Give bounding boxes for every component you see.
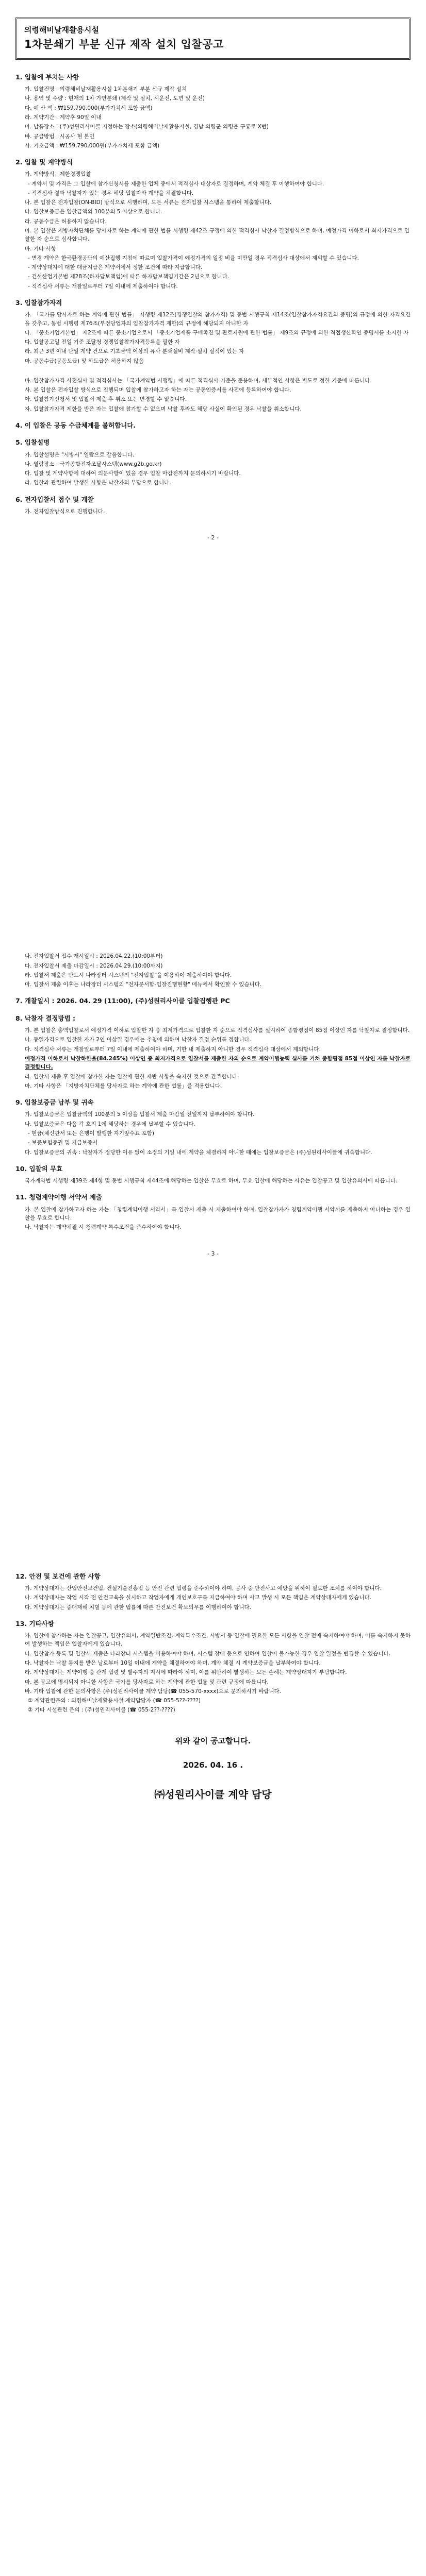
s8-para: 가. 본 입찰은 총액입찰로서 예정가격 이하로 입찰한 자 중 최저가격으로 입찰한 자 순으로 적격심사를 실시하여 종합평점이 85점 이상인 자를 낙찰자로 결정합니다.: [25, 1027, 410, 1034]
s2-item: 마. 본 입찰은 지방자치단체를 당사자로 하는 계약에 관한 법률 시행령 제42조 규정에 의한 적격심사 낙찰자 결정방식으로 하며, 예정가격 이하로서 최저가격으로 입찰한 자 순으로 심사합니다.: [25, 228, 410, 243]
s3-para: 마. 공동수급(공동도급) 및 하도급은 허용하지 않음: [25, 358, 144, 364]
s3-para: 자. 입찰참가자격 제한을 받은 자는 입찰에 참가할 수 없으며 낙찰 후라도 해당 사실이 확인된 경우 낙찰을 취소합니다.: [25, 405, 302, 412]
s2-detail: - 변경 계약은 한국환경공단의 예산집행 지침에 따르며 입찰가격이 예정가격의 일정 비율 미만일 경우 적격심사 대상에서 제외할 수 있습니다.: [28, 255, 359, 261]
s2-item: 라. 공동수급은 허용하지 않습니다.: [25, 218, 107, 225]
s10-para: 국가계약법 시행령 제39조 제4항 및 동법 시행규칙 제44조에 해당하는 입찰은 무효로 하며, 무효 입찰에 해당하는 사유는 입찰공고 및 입찰유의서에 따릅니다.: [25, 1178, 398, 1184]
s2-item: - 계약서 및 가격은 그 입찰에 참가신청서를 제출한 업체 중에서 적격심사 대상자로 결정하며, 계약 체결 후 이행하여야 합니다.: [28, 180, 324, 187]
s3-para: 사. 본 입찰은 전자입찰 방식으로 진행되며 입찰에 참가하고자 하는 자는 공동인증서를 사전에 등록하여야 합니다.: [25, 387, 291, 394]
notice-title: 1차분쇄기 부분 신규 제작 설치 입찰공고: [24, 38, 224, 51]
s12-para: 가. 계약상대자는 산업안전보건법, 건설기술진흥법 등 안전 관련 법령을 준수하여야 하며, 공사 중 안전사고 예방을 위하여 필요한 조치를 하여야 합니다.: [25, 1585, 382, 1591]
s2-item: 나. 본 입찰은 전자입찰(ON-BID) 방식으로 시행하며, 모든 서류는 전자입찰 시스템을 통하여 제출합니다.: [25, 199, 272, 206]
s1-item: 마. 납품장소 : (주)성원리사이클 지정하는 장소(의령해비날재활용시설, 경남 의령군 의령읍 구룡로 X번): [25, 124, 269, 130]
s2-detail: - 계약상대자에 대한 대금지급은 계약서에서 정한 조건에 따라 지급합니다.: [28, 264, 203, 271]
s13-para: 마. 본 공고에 명시되지 아니한 사항은 국가를 당사자로 하는 계약에 관한 법률 및 관련 규정에 따릅니다.: [25, 1679, 269, 1685]
s1-item: 다. 예 산 액 : ₩159,790,000(부가가치세 포함 금액): [25, 105, 153, 111]
s12-para: 다. 계약상대자는 중대재해 처벌 등에 관한 법률에 따른 안전보건 확보의무를 이행하여야 합니다.: [25, 1604, 251, 1611]
s13-contact: ① 계약관련문의 : 의령해비날재활용시설 계약담당자 (☎ 055-5??-????): [28, 1698, 201, 1704]
s1-item: 라. 계약기간 : 계약후 90일 이내: [25, 114, 102, 121]
s13-contact: ② 기타 시설관련 문의 : (주)성원리사이클 (☎ 055-2??-????): [28, 1707, 175, 1714]
s13-para: 바. 기타 입찰에 관한 문의사항은 (주)성원리사이클 계약 담당(☎ 055-570-xxxx)으로 문의하시기 바랍니다.: [25, 1688, 282, 1694]
s6-item: 나. 전자입찰서 접수 개시일시 : 2026.04.22.(10:00부터): [25, 953, 163, 960]
section-11-title: 11. 청렴계약이행 서약서 제출: [15, 1193, 103, 1201]
s13-para: 가. 입찰에 참가하는 자는 입찰공고, 입찰유의서, 계약일반조건, 계약특수조건, 시방서 등 입찰에 필요한 모든 사항을 입찰 전에 숙지하여야 하며, 이를 숙지하지 못하여 발생하는 책임은 입찰자에게 있습니다.: [25, 1633, 411, 1648]
s6-item: 라. 입찰서 제출은 반드시 나라장터 시스템의 "전자입찰"을 이용하여 제출하여야 합니다.: [25, 972, 232, 978]
s9-para: - 현금(체신관서 또는 은행이 발행한 자기앞수표 포함): [28, 1130, 155, 1137]
facility-name: 의령해비날재활용시설: [24, 25, 99, 35]
s2-detail: - 건설산업기본법 제28조(하자담보책임)에 따른 하자담보책임기간은 2년으로 합니다.: [28, 274, 230, 280]
s5-item: 가. 입찰설명은 "시방서" 열람으로 갈음합니다.: [25, 451, 135, 458]
s8-highlight: 예정가격 이하로서 낙찰하한율(84.245%) 이상인 중 최저가격으로 입찰서를 제출한 자의 순으로 계약이행능력 심사를 거쳐 종합평점 85점 이상인 자를 낙찰자로 결정합니다.: [25, 1056, 411, 1071]
s8-para: 마. 기타 사항은 「지방자치단체를 당사자로 하는 계약에 관한 법률」을 적용합니다.: [25, 1082, 222, 1089]
s3-para: 나. 「중소기업기본법」 제2조에 따른 중소기업으로서 「중소기업제품 구매촉진 및 판로지원에 관한 법률」 제9조의 규정에 의한 직접생산확인 증명서를 소지한 자: [25, 329, 409, 336]
s13-para: 다. 낙찰자는 낙찰 통지를 받은 날로부터 10일 이내에 계약을 체결하여야 하며, 계약 체결 시 계약보증금을 납부하여야 합니다.: [25, 1659, 321, 1666]
s6-item: 마. 입찰서 제출 이후는 나라장터 시스템의 "전자문서함-입찰진행현황" 메뉴에서 확인할 수 있습니다.: [25, 981, 262, 988]
s9-para: 가. 입찰보증금은 입찰금액의 100분의 5 이상을 입찰서 제출 마감일 전일까지 납부하여야 합니다.: [25, 1111, 255, 1118]
section-1-title: 1. 입찰에 부치는 사항: [15, 73, 79, 81]
s1-item: 나. 용역 및 수량 : 현재의 1차 가연분쇄 (제작 및 설치, 시운전, 도면 및 운전): [25, 95, 205, 102]
page-number: - 2 -: [207, 534, 219, 541]
s6-item: 다. 전자입찰서 제출 마감일시 : 2026.04.29.(10:00까지): [25, 962, 163, 969]
section-3-title: 3. 입찰참가자격: [15, 298, 62, 307]
s9-para: 나. 입찰보증금은 다음 각 호의 1에 해당하는 경우에 납부할 수 있습니다.: [25, 1121, 195, 1127]
s3-para: 아. 입찰참가신청서 및 입찰서 제출 후 취소 또는 변경할 수 없습니다.: [25, 396, 187, 403]
closing-message: 위와 같이 공고합니다.: [175, 1736, 251, 1745]
section-4-title: 4. 이 입찰은 공동 수급체계를 불허합니다.: [15, 421, 136, 429]
s2-detail: - 적격심사 서류는 개찰일로부터 7일 이내에 제출하여야 합니다.: [28, 283, 178, 290]
s3-para: 바. 입찰참가자격 사전심사 및 적격심사는 「국가계약법 시행령」에 따른 적격심사 기준을 준용하며, 세부적인 사항은 별도로 정한 기준에 따릅니다.: [25, 377, 372, 384]
section-5-title: 5. 입찰설명: [15, 438, 50, 447]
section-10-title: 10. 입찰의 무효: [15, 1164, 63, 1173]
s1-item: 가. 입찰건명 : 의령해비날재활용시설 1차분쇄기 부분 신규 제작 설치: [25, 86, 187, 93]
s5-item: 다. 입찰 및 계약사항에 대하여 의문사항이 있을 경우 입찰 마감전까지 문의하시기 바랍니다.: [25, 470, 241, 477]
s11-para: 가. 본 입찰에 참가하고자 하는 자는 「청렴계약이행 서약서」를 입찰서 제출 시 제출하여야 하며, 입찰참가자가 청렴계약이행 서약서를 제출하지 아니하는 경우 입찰을 무효로 합니다.: [25, 1206, 411, 1222]
s2-item: - 적격심사 결과 낙찰자가 있는 경우 해당 입찰자와 계약을 체결합니다.: [28, 190, 194, 196]
s2-item: 가. 계약방식 : 제한경쟁입찰: [25, 171, 91, 178]
issuer-name: ㈜성원리사이클 계약 담당: [154, 1788, 272, 1801]
s9-para: - 보증보험증권 및 지급보증서: [28, 1140, 98, 1146]
s8-para: 라. 입찰서 제출 후 입찰에 참가한 자는 입찰에 관한 제반 사항을 숙지한 것으로 간주합니다.: [25, 1073, 239, 1080]
s5-item: 나. 열람장소 : 국가종합전자조달시스템(www.g2b.go.kr): [25, 461, 162, 467]
s12-para: 나. 계약상대자는 작업 시작 전 안전교육을 실시하고 작업자에게 개인보호구를 지급하여야 하며 사고 발생 시 모든 책임은 계약상대자에게 있습니다.: [25, 1595, 371, 1601]
section-2-title: 2. 입찰 및 계약방식: [15, 158, 73, 166]
s11-para: 나. 낙찰자는 계약체결 시 청렴계약 특수조건을 준수하여야 합니다.: [25, 1224, 182, 1231]
section-8-title: 8. 낙찰자 결정방법 :: [15, 1014, 76, 1022]
section-7-title: 7. 개찰일시 : 2026. 04. 29 (11:00), (주)성원리사이클 입찰집행관 PC: [15, 997, 230, 1005]
s6-item: 가. 전자입찰방식으로 진행합니다.: [25, 509, 105, 515]
s8-para: 나. 동일가격으로 입찰한 자가 2인 이상일 경우에는 추첨에 의하여 낙찰자 결정 순위를 정합니다.: [25, 1037, 251, 1043]
s2-item: 바. 기타 사항: [25, 245, 56, 252]
s1-item: 바. 공급방법 : 시공사 현 본인: [25, 133, 95, 140]
section-13-title: 13. 기타사항: [15, 1619, 54, 1628]
s1-item: 사. 기초금액 : ₩159,790,000원(부가가치세 포함 금액): [25, 142, 160, 149]
section-12-title: 12. 안전 및 보건에 관한 사항: [15, 1572, 101, 1580]
notice-title-box: [15, 18, 411, 60]
s9-para: 다. 입찰보증금의 귀속 : 낙찰자가 정당한 이유 없이 소정의 기일 내에 계약을 체결하지 아니한 때에는 입찰보증금은 (주)성원리사이클에 귀속합니다.: [25, 1149, 372, 1156]
section-9-title: 9. 입찰보증금 납부 및 귀속: [15, 1098, 94, 1107]
page-number: - 3 -: [207, 1250, 219, 1257]
s5-item: 라. 입찰과 관련하여 발생한 사항은 낙찰자의 부담으로 합니다.: [25, 480, 171, 486]
closing-date: 2026. 04. 16 .: [183, 1760, 243, 1770]
s3-para: 라. 최근 3년 이내 단일 계약 건으로 기초금액 이상의 유사 분쇄설비 제작·설치 실적이 있는 자: [25, 348, 244, 355]
s2-item: 다. 입찰보증금은 입찰금액의 100분의 5 이상으로 합니다.: [25, 209, 162, 215]
s13-para: 나. 입찰참가 등록 및 입찰서 제출은 나라장터 시스템을 이용하여야 하며, 시스템 장애 등으로 인하여 입찰이 불가능한 경우 입찰 일정을 변경할 수 있습니다.: [25, 1650, 390, 1657]
s3-para: 다. 입찰공고일 전일 기준 조달청 경쟁입찰참가자격등록을 필한 자: [25, 339, 180, 346]
section-6-title: 6. 전자입찰서 접수 및 개찰: [15, 495, 94, 503]
s8-para: 다. 적격심사 서류는 개찰일로부터 7일 이내에 제출하여야 하며, 기한 내 제출하지 아니한 경우 적격심사 대상에서 제외합니다.: [25, 1046, 321, 1053]
s13-para: 라. 계약상대자는 계약이행 중 관계 법령 및 발주자의 지시에 따라야 하며, 이를 위반하여 발생하는 모든 손해는 계약상대자가 부담합니다.: [25, 1669, 347, 1676]
s3-para: 가. 「국가를 당사자로 하는 계약에 관한 법률」 시행령 제12조(경쟁입찰의 참가자격) 및 동법 시행규칙 제14조(입찰참가자격요건의 증명)의 규정에 의한 자격요건을 갖추고, 동법 시행령 제76조(부정당업자의 입찰참가자격 제한)의 규정에 해당되지 아니한 자: [25, 312, 411, 327]
